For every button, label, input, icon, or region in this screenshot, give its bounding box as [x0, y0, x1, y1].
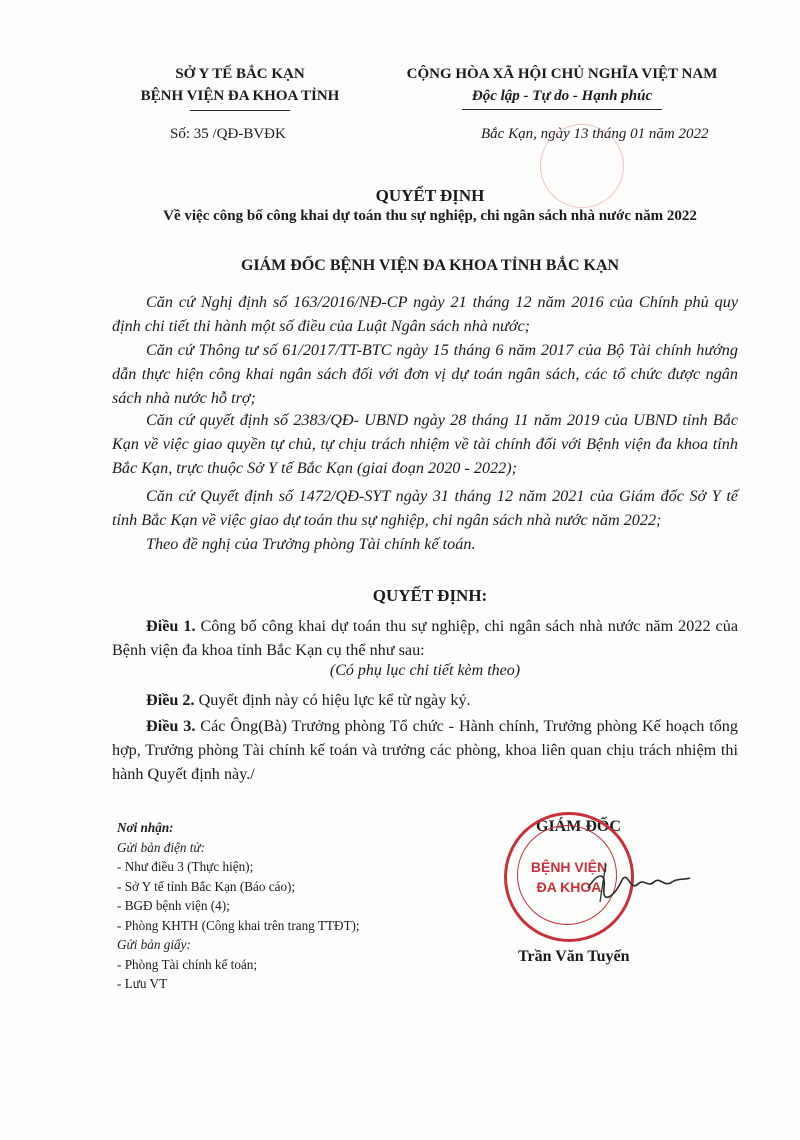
agency-name: SỞ Y TẾ BẮC KẠN [175, 66, 305, 82]
article-1-note: (Có phụ lục chi tiết kèm theo) [329, 662, 521, 679]
stamp-text-line2: ĐA KHOA [536, 879, 602, 895]
decision-heading: QUYẾT ĐỊNH: [372, 586, 488, 605]
stamp-text-line1: BỆNH VIỆN [530, 859, 608, 875]
recipient-item: - BGĐ bệnh viện (4); [117, 898, 230, 913]
hospital-name: BỆNH VIỆN ĐA KHOA TỈNH [140, 88, 340, 104]
recipient-item: - Như điều 3 (Thực hiện); [117, 859, 254, 874]
legal-basis-5: Theo đề nghị của Trưởng phòng Tài chính kế toán. [146, 535, 476, 553]
recipient-item: - Lưu VT [117, 976, 168, 991]
legal-basis-4: Căn cứ Quyết định số 1472/QĐ-SYT ngày 31 tháng 12 năm 2021 của Giám đốc Sở Y tế tỉnh Bắc Kạn về việc giao dự toán thu sự nghiệp, chi ngân sách nhà nước năm 2022; [112, 487, 738, 529]
article-1 [112, 614, 738, 662]
document-subject: Về việc công bố công khai dự toán thu sự nghiệp, chi ngân sách nhà nước năm 2022 [163, 208, 697, 224]
article-2 [112, 688, 738, 712]
legal-basis-2: Căn cứ Thông tư số 61/2017/TT-BTC ngày 15 tháng 6 năm 2017 của Bộ Tài chính hướng dẫn thực hiện công khai ngân sách đối với đơn vị dự toán ngân sách, các tổ chức được ngân sách nhà nước hỗ trợ; [112, 341, 738, 407]
recipients-paper-label: Gửi bản giấy: [117, 937, 191, 952]
legal-basis-1: Căn cứ Nghị định số 163/2016/NĐ-CP ngày 21 tháng 12 năm 2016 của Chính phủ quy định chi tiết thi hành một số điều của Luật Ngân sách nhà nước; [112, 293, 738, 335]
recipient-item: - Phòng Tài chính kế toán; [117, 957, 258, 972]
legal-basis-3: Căn cứ quyết định số 2383/QĐ- UBND ngày 28 tháng 11 năm 2019 của UBND tỉnh Bắc Kạn về việc giao quyền tự chủ, tự chịu trách nhiệm về tài chính đối với Bệnh viện đa khoa tỉnh Bắc Kạn, trực thuộc Sở Y tế Bắc Kạn (giai đoạn 2020 - 2022); [112, 411, 738, 477]
recipient-item: - Sở Y tế tỉnh Bắc Kạn (Báo cáo); [117, 879, 296, 894]
header-right-rule [462, 109, 662, 110]
country-name: CỘNG HÒA XÃ HỘI CHỦ NGHĨA VIỆT NAM [406, 66, 718, 82]
signer-title: GIÁM ĐỐC [536, 818, 621, 835]
recipient-item: - Phòng KHTH (Công khai trên trang TTĐT); [117, 918, 360, 933]
recipients-heading: Nơi nhận: [117, 820, 174, 835]
article-1-text: Công bố công khai dự toán thu sự nghiệp, chi ngân sách nhà nước năm 2022 của Bệnh viện đa khoa tỉnh Bắc Kạn cụ thể như sau: [112, 617, 738, 659]
article-3-label: Điều 3. [146, 717, 196, 735]
article-3 [112, 714, 738, 786]
article-2-text: Quyết định này có hiệu lực kể từ ngày ký. [194, 691, 471, 709]
recipients-electronic-label: Gửi bản điện tử: [117, 840, 206, 855]
handwritten-signature [584, 858, 694, 908]
signer-name: Trần Văn Tuyến [518, 948, 630, 965]
place-date: Bắc Kạn, ngày 13 tháng 01 năm 2022 [481, 126, 709, 142]
article-2-label: Điều 2. [146, 691, 195, 709]
issuer-heading: GIÁM ĐỐC BỆNH VIỆN ĐA KHOA TỈNH BẮC KẠN [240, 257, 620, 274]
header-left-rule [190, 110, 290, 111]
article-1-label: Điều 1. [146, 617, 196, 635]
document-number: Số: 35 /QĐ-BVĐK [170, 126, 286, 142]
national-motto: Độc lập - Tự do - Hạnh phúc [471, 88, 653, 104]
document-heading: QUYẾT ĐỊNH [375, 186, 485, 205]
article-3-text: Các Ông(Bà) Trưởng phòng Tổ chức - Hành chính, Trưởng phòng Kế hoạch tổng hợp, Trưởng phòng Tài chính kế toán và trưởng các phòng, khoa liên quan chịu trách nhiệm thi hành Quyết định này./ [112, 717, 738, 783]
